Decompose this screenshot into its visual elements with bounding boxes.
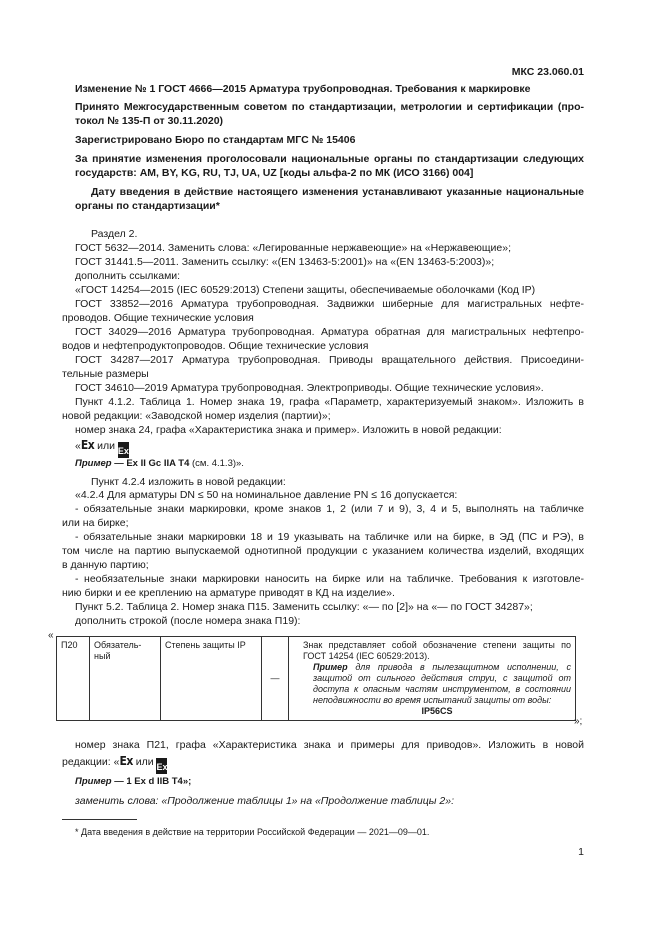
body-line: ГОСТ 5632—2014. Заменить слова: «Легированные нержавеющие» на «Нержавеющие»;: [75, 242, 512, 254]
sign-dash: —: [262, 637, 289, 721]
adopted-line-2: токол № 135-П от 30.11.2020): [75, 115, 224, 127]
body-line: тельные размеры: [62, 368, 149, 380]
ex-symbol: Ex: [80, 438, 95, 452]
sign-desc-text: Знак представляет собой обозначение степени защиты по ГОСТ 14254 (IEC 60529:2013).: [303, 640, 571, 661]
ex-symbols-line: [75, 436, 584, 458]
table-open-quote: «: [48, 630, 54, 641]
mks-code: МКС 23.060.01: [511, 66, 584, 78]
body-line: - обязательные знаки маркировки 18 и 19 указывать на табличке или на бирке, в ЭД (ПС и РЭ), в: [75, 531, 584, 543]
footnote: * Дата введения в действие на территории Российской Федерации — 2021—09—01.: [75, 827, 430, 837]
body-line: «4.2.4 Для арматуры DN ≤ 50 на номинальное давление PN ≤ 16 допускается:: [75, 489, 458, 501]
body-line: «ГОСТ 14254—2015 (IEC 60529:2013) Степени защиты, обеспечиваемые оболочками (Код IP): [75, 284, 536, 296]
voted-line-2: государств: AM, BY, KG, RU, TJ, UA, UZ [коды альфа-2 по МК (ИСО 3166) 004]: [75, 167, 474, 179]
example-2: [75, 775, 584, 789]
registered-line: Зарегистрировано Бюро по стандартам МГС № 15406: [75, 134, 356, 146]
sign-example-text: для привода в пылезащитном исполнении, с защитой от сильного действия струи, с защитой от доступа к опасным частям инструментом, в состоянии неподвижности во время испытаний защиты от воды:: [313, 662, 571, 705]
redaction-text: редакции: «: [62, 756, 120, 768]
body-line: Пункт 5.2. Таблица 2. Номер знака П15. Заменить ссылку: «— по [2]» на «— по ГОСТ 34287»;: [75, 601, 533, 613]
body-line: ГОСТ 31441.5—2011. Заменить ссылку: «(EN 13463-5:2001)» на «(EN 13463-5:2003)»;: [75, 256, 495, 268]
body-line: Пункт 4.2.4 изложить в новой редакции:: [91, 476, 286, 488]
sign-desc-example: [303, 662, 571, 706]
body-line: - необязательные знаки маркировки наносить на бирке или на табличке. Требования к изготовле-: [75, 573, 584, 585]
body-line: Пункт 4.1.2. Таблица 1. Номер знака 19, графа «Параметр, характеризуемый знаком». Изложить в: [75, 396, 584, 408]
body-line: нию бирки и ее креплению на арматуре приводят в КД на изделие».: [62, 587, 395, 599]
body-line: номер знака 24, графа «Характеристика знака и пример». Изложить в новой редакции:: [75, 424, 502, 436]
amendment-title: Изменение № 1 ГОСТ 4666—2015 Арматура трубопроводная. Требования к маркировке: [75, 83, 531, 95]
body-line: ГОСТ 33852—2016 Арматура трубопроводная. Задвижки шиберные для магистральных нефте-: [75, 298, 584, 310]
open-quote: «: [75, 440, 81, 452]
body-line: том числе на партию выпускаемой однотипной продукции с указанием количества изделий, входящих: [62, 545, 584, 557]
section-ref: Раздел 2.: [91, 228, 138, 240]
ex-boxed-symbol: Ex: [156, 758, 167, 774]
example-1: [75, 457, 584, 471]
ex-boxed-symbol: Ex: [118, 442, 129, 458]
example-label: Пример —: [75, 458, 127, 469]
body-line: водов и нефтепродуктопроводов. Общие технические условия: [62, 340, 369, 352]
sign-description: [289, 637, 576, 721]
voted-line-1: За принятие изменения проголосовали национальные органы по стандартизации следующих: [75, 153, 584, 165]
footnote-divider: [62, 819, 137, 820]
sign-number: П20: [57, 637, 90, 721]
page-number: 1: [578, 846, 584, 858]
or-text: или: [94, 440, 118, 452]
body-line: новой редакции: «Заводской номер изделия (партии)»;: [62, 410, 331, 422]
body-line: ГОСТ 34287—2017 Арматура трубопроводная. Приводы вращательного действия. Присоедини-: [75, 354, 584, 366]
body-line: проводов. Общие технические условия: [62, 312, 254, 324]
body-line: или на бирке;: [62, 517, 129, 529]
adopted-line-1: Принято Межгосударственным советом по стандартизации, метрологии и сертификации (про-: [75, 101, 584, 113]
ex-symbol: Ex: [119, 754, 133, 768]
table-close: »;: [574, 716, 583, 727]
body-line: дополнить ссылками:: [75, 270, 181, 282]
body-line: ГОСТ 34610—2019 Арматура трубопроводная. Электроприводы. Общие технические условия».: [75, 382, 544, 394]
body-line: заменить слова: «Продолжение таблицы 1» на «Продолжение таблицы 2»:: [75, 795, 455, 807]
sign-example-label: Пример: [313, 662, 348, 672]
ex-symbols-line-2: [62, 752, 584, 774]
sign-parameter: Степень защиты IP: [161, 637, 262, 721]
or-text: или: [132, 756, 157, 768]
body-line: дополнить строкой (после номера знака П19):: [75, 615, 301, 627]
example-marking: Ex II Gc IIA T4: [126, 458, 190, 469]
intro-date-line-1: Дату введения в действие настоящего изменения устанавливают указанные национальные: [91, 186, 584, 198]
body-line: - обязательные знаки маркировки, кроме знаков 1, 2 (или 7 и 9), 3, 4 и 5, выполнять на табличке: [75, 503, 584, 515]
table-row: [57, 637, 576, 721]
sign-table: [56, 636, 576, 721]
example-label: Пример —: [75, 776, 127, 787]
example-ref: (см. 4.1.3)».: [189, 458, 244, 469]
body-line: в данную партию;: [62, 559, 149, 571]
example-marking: 1 Ex d IIB T4»;: [126, 776, 192, 787]
body-line: ГОСТ 34029—2016 Арматура трубопроводная. Арматура обратная для магистральных нефтепро-: [75, 326, 584, 338]
sign-required: Обязатель-ный: [90, 637, 161, 721]
body-line: номер знака П21, графа «Характеристика знака и примеры для приводов». Изложить в новой: [75, 739, 584, 751]
intro-date-line-2: органы по стандартизации*: [75, 200, 220, 212]
sign-example-code: IP56CS: [421, 706, 453, 716]
